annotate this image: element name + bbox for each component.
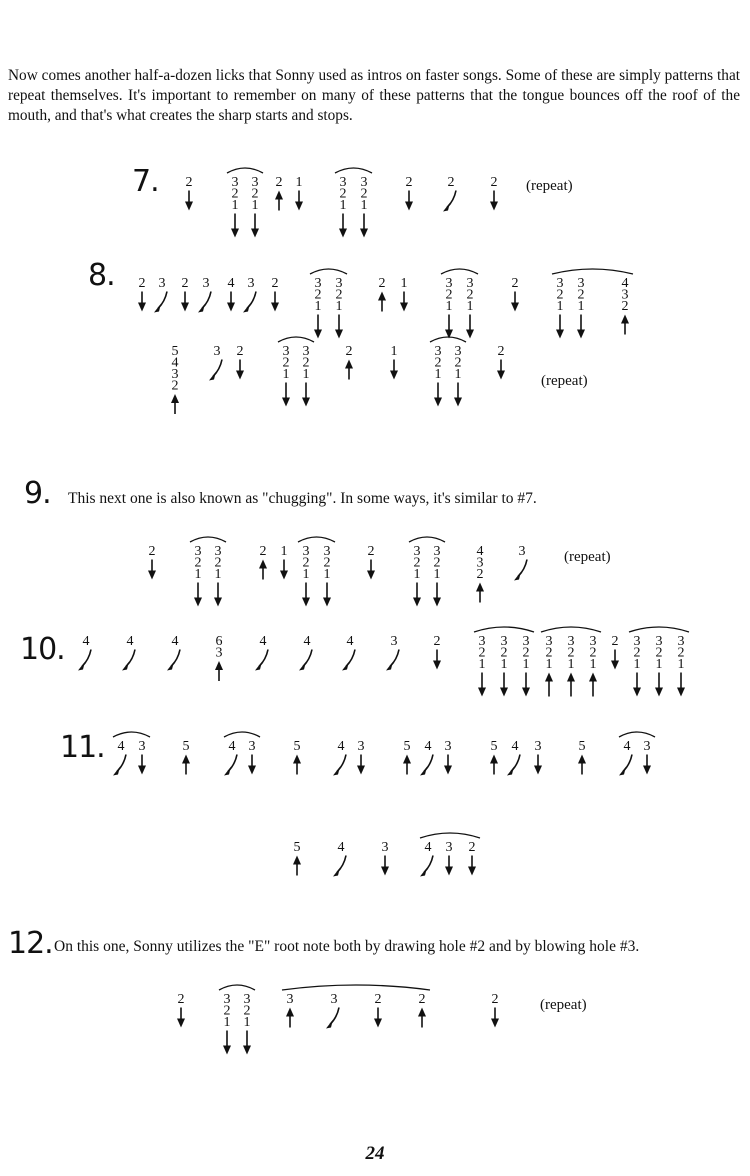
tab-row-2-note-16-hole-digit: 1 bbox=[577, 299, 585, 314]
tab-row-7-note-3-hole-digit: 3 bbox=[381, 840, 389, 855]
tab-row-6-note-4-bend-arrow-head bbox=[224, 767, 231, 776]
tab-row-4-note-11-hole-digit: 4 bbox=[476, 544, 484, 559]
tab-row-7-note-5-hole-digit: 3 bbox=[445, 840, 453, 855]
tab-row-4-note-2-hole-digit: 2 bbox=[194, 555, 202, 571]
tab-row-6-note-7-bend-arrow-head bbox=[333, 767, 340, 776]
tab-row-1-note-10-draw-arrow-head bbox=[490, 202, 498, 211]
tab-row-5-note-8-bend-arrow-head bbox=[386, 662, 393, 671]
tab-row-1-note-2-hole-digit: 2 bbox=[231, 186, 239, 202]
repeat-label-lick-7: (repeat) bbox=[526, 178, 573, 194]
tab-row-2-note-8-hole-digit: 3 bbox=[314, 276, 322, 291]
tab-row-2-note-2-hole-digit: 3 bbox=[158, 276, 166, 291]
tab-row-5-note-19-hole-digit: 1 bbox=[677, 657, 685, 672]
tab-row-5-note-12-draw-arrow-head bbox=[522, 688, 530, 697]
tab-row-6-note-13-bend-arrow-head bbox=[507, 767, 514, 776]
tab-row-2-note-12-hole-digit: 1 bbox=[445, 299, 453, 314]
tab-row-1-note-1-draw-arrow-head bbox=[185, 202, 193, 211]
tab-row-4-note-11-hole-digit: 2 bbox=[476, 567, 484, 582]
tab-row-4-note-6-draw-arrow-head bbox=[302, 598, 310, 607]
tab-row-1-note-2-draw-arrow-head bbox=[231, 229, 239, 238]
tab-row-3-note-4-hole-digit: 1 bbox=[282, 367, 290, 382]
tab-row-5-note-10-hole-digit: 3 bbox=[478, 634, 486, 649]
tie-slur-11 bbox=[474, 627, 534, 632]
tab-row-5-note-19-draw-arrow-head bbox=[677, 688, 685, 697]
tab-row-4-note-4-hole-digit: 2 bbox=[259, 544, 267, 559]
tab-row-3-note-1-hole-digit: 4 bbox=[171, 355, 179, 371]
tab-row-1-note-9-bend-arrow-head bbox=[443, 203, 450, 212]
tab-row-4-note-8-draw-arrow-head bbox=[367, 571, 375, 580]
tab-row-6-note-15-hole-digit: 5 bbox=[578, 739, 586, 754]
tab-row-6-note-14-draw-arrow-head bbox=[534, 766, 542, 775]
tab-row-4-note-6-hole-digit: 3 bbox=[302, 544, 310, 559]
tab-row-5-note-17-hole-digit: 2 bbox=[633, 645, 641, 661]
tab-row-2-note-6-hole-digit: 3 bbox=[247, 276, 255, 291]
tab-row-6-note-8-hole-digit: 3 bbox=[357, 739, 365, 754]
tab-row-2-note-17-hole-digit: 3 bbox=[621, 287, 629, 303]
tab-row-4-note-10-hole-digit: 2 bbox=[433, 555, 441, 571]
tab-row-2-note-14-draw-arrow-head bbox=[511, 303, 519, 312]
tab-row-6-note-14-hole-digit: 3 bbox=[534, 739, 542, 754]
tie-slur-10 bbox=[409, 537, 445, 542]
tab-row-6-note-16-hole-digit: 4 bbox=[623, 739, 631, 754]
tab-row-8-note-3-draw-arrow-head bbox=[243, 1046, 251, 1055]
tie-slur-13 bbox=[629, 627, 689, 632]
tab-row-5-note-18-hole-digit: 3 bbox=[655, 634, 663, 649]
tab-row-4-note-10-hole-digit: 1 bbox=[433, 567, 441, 582]
tab-row-2-note-8-hole-digit: 1 bbox=[314, 299, 322, 314]
tab-row-1-note-9-hole-digit: 2 bbox=[447, 175, 455, 190]
tab-row-5-note-10-hole-digit: 1 bbox=[478, 657, 486, 672]
tab-row-4-note-10-hole-digit: 3 bbox=[433, 544, 441, 559]
tab-row-3-note-9-hole-digit: 3 bbox=[454, 344, 462, 359]
tab-row-1-note-7-draw-arrow-head bbox=[360, 229, 368, 238]
tab-row-4-note-7-hole-digit: 1 bbox=[323, 567, 331, 582]
tab-row-5-note-4-hole-digit: 6 bbox=[215, 634, 223, 649]
tab-row-5-note-2-bend-arrow-head bbox=[122, 662, 129, 671]
tab-row-5-note-16-draw-arrow-head bbox=[611, 661, 619, 670]
tab-row-5-note-6-bend-arrow-head bbox=[299, 662, 306, 671]
tab-row-3-note-2-bend-arrow-head bbox=[209, 372, 216, 381]
tab-row-5-note-17-hole-digit: 3 bbox=[633, 634, 641, 649]
lick-9-number: 9. bbox=[24, 476, 51, 511]
repeat-label-lick-8: (repeat) bbox=[541, 373, 588, 389]
tab-row-6-note-1-hole-digit: 4 bbox=[117, 739, 125, 754]
tab-row-2-note-13-hole-digit: 2 bbox=[466, 287, 474, 303]
tab-row-6-note-13-hole-digit: 4 bbox=[511, 739, 519, 754]
tab-row-4-note-10-draw-arrow-head bbox=[433, 598, 441, 607]
tab-row-2-note-14-hole-digit: 2 bbox=[511, 276, 519, 291]
tab-row-3-note-10-hole-digit: 2 bbox=[497, 344, 505, 359]
tab-row-3-note-10-draw-arrow-head bbox=[497, 371, 505, 380]
tab-row-8-note-2-hole-digit: 3 bbox=[223, 992, 231, 1007]
tab-row-4-note-9-hole-digit: 3 bbox=[413, 544, 421, 559]
tab-row-3-note-1-hole-digit: 2 bbox=[171, 378, 179, 394]
tab-row-7-note-5-draw-arrow-head bbox=[445, 867, 453, 876]
tab-row-4-note-9-draw-arrow-head bbox=[413, 598, 421, 607]
tie-slur-14 bbox=[113, 732, 150, 737]
tab-row-7-note-1-hole-digit: 5 bbox=[293, 840, 301, 855]
lick-9-description: This next one is also known as "chugging". In some ways, it's similar to #7. bbox=[68, 490, 537, 507]
tab-row-2-note-13-hole-digit: 3 bbox=[466, 276, 474, 291]
tab-row-3-note-6-hole-digit: 2 bbox=[345, 344, 353, 359]
tab-row-5-note-18-hole-digit: 2 bbox=[655, 645, 663, 661]
tab-row-1-note-8-draw-arrow-head bbox=[405, 202, 413, 211]
tab-row-2-note-15-hole-digit: 2 bbox=[556, 287, 564, 303]
tab-row-2-note-8-hole-digit: 2 bbox=[314, 287, 322, 303]
tab-row-3-note-5-hole-digit: 3 bbox=[302, 344, 310, 359]
tab-row-2-note-12-hole-digit: 3 bbox=[445, 276, 453, 291]
tie-slur-4 bbox=[441, 269, 478, 274]
tab-row-6-note-1-bend-arrow-head bbox=[113, 767, 120, 776]
tab-row-2-note-13-draw-arrow-head bbox=[466, 330, 474, 339]
tab-row-6-note-9-hole-digit: 5 bbox=[403, 739, 411, 754]
tab-row-5-note-10-draw-arrow-head bbox=[478, 688, 486, 697]
tab-row-8-note-6-hole-digit: 2 bbox=[374, 992, 382, 1007]
tab-row-5-note-12-hole-digit: 1 bbox=[522, 657, 530, 672]
tab-row-2-note-11-draw-arrow-head bbox=[400, 303, 408, 312]
tab-row-1-note-6-hole-digit: 1 bbox=[339, 198, 347, 213]
tab-row-6-note-4-hole-digit: 4 bbox=[228, 739, 236, 754]
tab-row-5-note-16-hole-digit: 2 bbox=[611, 634, 619, 649]
tab-row-2-note-7-hole-digit: 2 bbox=[271, 276, 279, 291]
tab-row-1-note-7-hole-digit: 1 bbox=[360, 198, 368, 213]
tab-row-6-note-5-hole-digit: 3 bbox=[248, 739, 256, 754]
tab-row-5-note-15-hole-digit: 1 bbox=[589, 657, 597, 672]
tab-row-5-note-12-hole-digit: 2 bbox=[522, 645, 530, 661]
tab-row-4-note-11-hole-digit: 3 bbox=[476, 555, 484, 571]
page-number: 24 bbox=[365, 1143, 385, 1164]
tab-row-7-note-6-hole-digit: 2 bbox=[468, 840, 476, 855]
tab-row-8-note-8-hole-digit: 2 bbox=[491, 992, 499, 1007]
tab-row-2-note-6-bend-arrow-head bbox=[243, 304, 250, 313]
tab-row-5-note-13-hole-digit: 2 bbox=[545, 645, 553, 661]
tab-row-4-note-6-hole-digit: 1 bbox=[302, 567, 310, 582]
tab-row-3-note-8-draw-arrow-head bbox=[434, 398, 442, 407]
tab-row-3-note-1-hole-digit: 3 bbox=[171, 367, 179, 382]
tab-row-4-note-7-draw-arrow-head bbox=[323, 598, 331, 607]
tab-row-2-note-17-hole-digit: 2 bbox=[621, 299, 629, 314]
tab-row-1-note-8-hole-digit: 2 bbox=[405, 175, 413, 190]
tab-row-5-note-5-bend-arrow-head bbox=[255, 662, 262, 671]
tab-row-4-note-3-hole-digit: 1 bbox=[214, 567, 222, 582]
tab-row-2-note-11-hole-digit: 1 bbox=[400, 276, 408, 291]
tab-row-2-note-13-hole-digit: 1 bbox=[466, 299, 474, 314]
tab-row-5-note-13-hole-digit: 3 bbox=[545, 634, 553, 649]
tab-row-1-note-3-hole-digit: 1 bbox=[251, 198, 259, 213]
tab-row-6-note-10-bend-arrow-head bbox=[420, 767, 427, 776]
tab-row-5-note-11-draw-arrow-head bbox=[500, 688, 508, 697]
tie-slur-5 bbox=[552, 269, 633, 274]
tab-row-4-note-1-hole-digit: 2 bbox=[148, 544, 156, 559]
tab-row-5-note-14-hole-digit: 1 bbox=[567, 657, 575, 672]
tab-row-5-note-11-hole-digit: 1 bbox=[500, 657, 508, 672]
tie-slur-6 bbox=[278, 337, 314, 342]
tab-row-8-note-8-draw-arrow-head bbox=[491, 1019, 499, 1028]
tab-row-6-note-3-hole-digit: 5 bbox=[182, 739, 190, 754]
tab-row-3-note-4-hole-digit: 3 bbox=[282, 344, 290, 359]
tab-row-3-note-9-hole-digit: 1 bbox=[454, 367, 462, 382]
tab-row-4-note-3-hole-digit: 2 bbox=[214, 555, 222, 571]
tab-row-6-note-8-draw-arrow-head bbox=[357, 766, 365, 775]
tab-row-3-note-9-draw-arrow-head bbox=[454, 398, 462, 407]
tab-row-3-note-3-draw-arrow-head bbox=[236, 371, 244, 380]
tab-row-5-note-14-hole-digit: 3 bbox=[567, 634, 575, 649]
tie-slur-17 bbox=[420, 833, 480, 838]
tab-row-2-note-16-draw-arrow-head bbox=[577, 330, 585, 339]
tab-row-3-note-4-hole-digit: 2 bbox=[282, 355, 290, 371]
tab-row-6-note-10-hole-digit: 4 bbox=[424, 739, 432, 754]
tab-row-2-note-2-bend-arrow-head bbox=[154, 304, 161, 313]
tab-row-2-note-15-draw-arrow-head bbox=[556, 330, 564, 339]
tab-row-1-note-6-hole-digit: 3 bbox=[339, 175, 347, 190]
tab-row-6-note-7-hole-digit: 4 bbox=[337, 739, 345, 754]
tab-row-1-note-3-hole-digit: 3 bbox=[251, 175, 259, 190]
tab-row-5-note-7-hole-digit: 4 bbox=[346, 634, 354, 649]
tab-row-2-note-7-draw-arrow-head bbox=[271, 303, 279, 312]
tab-row-8-note-1-draw-arrow-head bbox=[177, 1019, 185, 1028]
tab-row-1-note-2-hole-digit: 1 bbox=[231, 198, 239, 213]
tab-row-4-note-9-hole-digit: 1 bbox=[413, 567, 421, 582]
tab-row-4-note-2-hole-digit: 1 bbox=[194, 567, 202, 582]
tab-row-1-note-4-hole-digit: 2 bbox=[275, 175, 283, 190]
tab-row-6-note-12-hole-digit: 5 bbox=[490, 739, 498, 754]
tab-row-4-note-12-bend-arrow-head bbox=[514, 572, 521, 581]
tab-row-5-note-3-bend-arrow-head bbox=[167, 662, 174, 671]
tab-row-2-note-3-hole-digit: 2 bbox=[181, 276, 189, 291]
tab-row-1-note-3-draw-arrow-head bbox=[251, 229, 259, 238]
tab-row-2-note-10-hole-digit: 2 bbox=[378, 276, 386, 291]
tab-row-2-note-5-hole-digit: 4 bbox=[227, 276, 235, 291]
tab-row-2-note-16-hole-digit: 2 bbox=[577, 287, 585, 303]
tab-row-7-note-4-hole-digit: 4 bbox=[424, 840, 432, 855]
tab-row-2-note-3-draw-arrow-head bbox=[181, 303, 189, 312]
tab-row-5-note-1-hole-digit: 4 bbox=[82, 634, 90, 649]
tab-row-7-note-2-bend-arrow-head bbox=[333, 868, 340, 877]
tab-row-8-note-3-hole-digit: 2 bbox=[243, 1003, 251, 1019]
tab-row-8-note-4-hole-digit: 3 bbox=[286, 992, 294, 1007]
tab-row-2-note-15-hole-digit: 1 bbox=[556, 299, 564, 314]
tie-slur-18 bbox=[219, 985, 255, 990]
tab-row-2-note-17-hole-digit: 4 bbox=[621, 276, 629, 291]
tab-row-4-note-3-hole-digit: 3 bbox=[214, 544, 222, 559]
tab-row-5-note-8-hole-digit: 3 bbox=[390, 634, 398, 649]
tab-row-5-note-14-hole-digit: 2 bbox=[567, 645, 575, 661]
tab-row-3-note-4-draw-arrow-head bbox=[282, 398, 290, 407]
tie-slur-15 bbox=[224, 732, 260, 737]
tab-row-6-note-11-draw-arrow-head bbox=[444, 766, 452, 775]
tab-row-5-note-18-hole-digit: 1 bbox=[655, 657, 663, 672]
tab-row-2-note-9-hole-digit: 1 bbox=[335, 299, 343, 314]
tab-row-2-note-12-hole-digit: 2 bbox=[445, 287, 453, 303]
tab-row-3-note-8-hole-digit: 1 bbox=[434, 367, 442, 382]
tab-row-1-note-5-draw-arrow-head bbox=[295, 202, 303, 211]
tab-row-4-note-8-hole-digit: 2 bbox=[367, 544, 375, 559]
tab-row-1-note-2-hole-digit: 3 bbox=[231, 175, 239, 190]
tab-row-3-note-7-draw-arrow-head bbox=[390, 371, 398, 380]
tab-row-5-note-10-hole-digit: 2 bbox=[478, 645, 486, 661]
tab-row-4-note-5-hole-digit: 1 bbox=[280, 544, 288, 559]
tab-row-5-note-6-hole-digit: 4 bbox=[303, 634, 311, 649]
tab-row-4-note-3-draw-arrow-head bbox=[214, 598, 222, 607]
tab-row-2-note-9-draw-arrow-head bbox=[335, 330, 343, 339]
tie-slur-9 bbox=[298, 537, 335, 542]
tab-row-6-note-2-hole-digit: 3 bbox=[138, 739, 146, 754]
tab-row-5-note-11-hole-digit: 3 bbox=[500, 634, 508, 649]
lick-7-number: 7. bbox=[132, 164, 159, 199]
tab-row-3-note-5-hole-digit: 1 bbox=[302, 367, 310, 382]
tab-row-3-note-8-hole-digit: 2 bbox=[434, 355, 442, 371]
tab-row-8-note-2-hole-digit: 2 bbox=[223, 1003, 231, 1019]
tab-row-1-note-10-hole-digit: 2 bbox=[490, 175, 498, 190]
tab-row-5-note-5-hole-digit: 4 bbox=[259, 634, 267, 649]
tab-row-3-note-5-hole-digit: 2 bbox=[302, 355, 310, 371]
tab-row-1-note-7-hole-digit: 3 bbox=[360, 175, 368, 190]
tab-row-8-note-3-hole-digit: 3 bbox=[243, 992, 251, 1007]
tie-slur-1 bbox=[227, 168, 263, 173]
tab-row-4-note-1-draw-arrow-head bbox=[148, 571, 156, 580]
tab-row-5-note-1-bend-arrow-head bbox=[78, 662, 85, 671]
tab-row-6-note-2-draw-arrow-head bbox=[138, 766, 146, 775]
tab-row-2-note-16-hole-digit: 3 bbox=[577, 276, 585, 291]
tab-row-6-note-11-hole-digit: 3 bbox=[444, 739, 452, 754]
tab-row-6-note-17-draw-arrow-head bbox=[643, 766, 651, 775]
tab-row-8-note-5-hole-digit: 3 bbox=[330, 992, 338, 1007]
tab-row-5-note-2-hole-digit: 4 bbox=[126, 634, 134, 649]
tab-row-8-note-1-hole-digit: 2 bbox=[177, 992, 185, 1007]
lick-12-number: 12. bbox=[8, 926, 53, 961]
tab-row-8-note-2-draw-arrow-head bbox=[223, 1046, 231, 1055]
tab-row-1-note-5-hole-digit: 1 bbox=[295, 175, 303, 190]
lick-12-description: On this one, Sonny utilizes the "E" root note both by drawing hole #2 and by blowing hole #3. bbox=[54, 938, 640, 955]
tab-row-4-note-6-hole-digit: 2 bbox=[302, 555, 310, 571]
tab-row-5-note-17-hole-digit: 1 bbox=[633, 657, 641, 672]
tab-row-2-note-8-draw-arrow-head bbox=[314, 330, 322, 339]
tab-row-1-note-3-hole-digit: 2 bbox=[251, 186, 259, 202]
tab-row-6-note-6-hole-digit: 5 bbox=[293, 739, 301, 754]
tab-row-4-note-2-draw-arrow-head bbox=[194, 598, 202, 607]
tab-row-3-note-1-hole-digit: 5 bbox=[171, 344, 179, 359]
tab-row-5-note-15-hole-digit: 2 bbox=[589, 645, 597, 661]
tab-row-3-note-2-hole-digit: 3 bbox=[213, 344, 221, 359]
repeat-label-lick-9: (repeat) bbox=[564, 549, 611, 565]
tab-row-4-note-5-draw-arrow-head bbox=[280, 571, 288, 580]
tab-row-5-note-17-draw-arrow-head bbox=[633, 688, 641, 697]
tab-row-2-note-5-draw-arrow-head bbox=[227, 303, 235, 312]
tab-row-4-note-2-hole-digit: 3 bbox=[194, 544, 202, 559]
tab-row-7-note-6-draw-arrow-head bbox=[468, 867, 476, 876]
lick-10-number: 10. bbox=[20, 632, 65, 667]
repeat-label-lick-12: (repeat) bbox=[540, 997, 587, 1013]
tab-row-3-note-3-hole-digit: 2 bbox=[236, 344, 244, 359]
tab-row-5-note-11-hole-digit: 2 bbox=[500, 645, 508, 661]
tab-row-2-note-1-hole-digit: 2 bbox=[138, 276, 146, 291]
tie-slur-16 bbox=[619, 732, 655, 737]
tab-row-5-note-9-draw-arrow-head bbox=[433, 661, 441, 670]
tab-row-1-note-6-draw-arrow-head bbox=[339, 229, 347, 238]
tab-row-6-note-16-bend-arrow-head bbox=[619, 767, 626, 776]
tab-row-3-note-7-hole-digit: 1 bbox=[390, 344, 398, 359]
tab-row-4-note-12-hole-digit: 3 bbox=[518, 544, 526, 559]
tab-row-3-note-9-hole-digit: 2 bbox=[454, 355, 462, 371]
tab-row-8-note-3-hole-digit: 1 bbox=[243, 1015, 251, 1030]
tab-row-7-note-4-bend-arrow-head bbox=[420, 868, 427, 877]
lick-11-number: 11. bbox=[60, 730, 105, 765]
tie-slur-8 bbox=[190, 537, 226, 542]
tab-row-1-note-7-hole-digit: 2 bbox=[360, 186, 368, 202]
tie-slur-3 bbox=[310, 269, 347, 274]
tab-row-2-note-9-hole-digit: 2 bbox=[335, 287, 343, 303]
tab-row-6-note-17-hole-digit: 3 bbox=[643, 739, 651, 754]
tab-row-1-note-6-hole-digit: 2 bbox=[339, 186, 347, 202]
tab-row-2-note-15-hole-digit: 3 bbox=[556, 276, 564, 291]
tab-row-5-note-13-hole-digit: 1 bbox=[545, 657, 553, 672]
tab-row-5-note-15-hole-digit: 3 bbox=[589, 634, 597, 649]
tie-slur-12 bbox=[541, 627, 601, 632]
tab-row-5-note-9-hole-digit: 2 bbox=[433, 634, 441, 649]
tab-row-2-note-1-draw-arrow-head bbox=[138, 303, 146, 312]
tab-row-8-note-7-hole-digit: 2 bbox=[418, 992, 426, 1007]
tab-row-2-note-9-hole-digit: 3 bbox=[335, 276, 343, 291]
intro-paragraph: Now comes another half-a-dozen licks that Sonny used as intros on faster songs. Some of these are simply patterns that repeat themselves. It's important to remember on many of these patterns that the tongue bounces off the roof of the mouth, and that's what creates the sharp starts and stops. bbox=[8, 67, 740, 124]
tab-row-7-note-3-draw-arrow-head bbox=[381, 867, 389, 876]
tab-row-2-note-4-hole-digit: 3 bbox=[202, 276, 210, 291]
tab-row-8-note-6-draw-arrow-head bbox=[374, 1019, 382, 1028]
tab-row-3-note-8-hole-digit: 3 bbox=[434, 344, 442, 359]
tab-row-3-note-5-draw-arrow-head bbox=[302, 398, 310, 407]
lick-8-number: 8. bbox=[88, 258, 115, 293]
tab-row-1-note-1-hole-digit: 2 bbox=[185, 175, 193, 190]
tie-slur-19 bbox=[282, 985, 430, 990]
tab-row-5-note-4-hole-digit: 3 bbox=[215, 645, 223, 661]
tab-row-5-note-12-hole-digit: 3 bbox=[522, 634, 530, 649]
tab-row-7-note-2-hole-digit: 4 bbox=[337, 840, 345, 855]
tab-row-4-note-7-hole-digit: 2 bbox=[323, 555, 331, 571]
tab-row-5-note-19-hole-digit: 3 bbox=[677, 634, 685, 649]
tab-row-8-note-5-bend-arrow-head bbox=[326, 1020, 333, 1029]
tab-row-5-note-19-hole-digit: 2 bbox=[677, 645, 685, 661]
tab-row-5-note-7-bend-arrow-head bbox=[342, 662, 349, 671]
tab-row-2-note-4-bend-arrow-head bbox=[198, 304, 205, 313]
tab-row-5-note-3-hole-digit: 4 bbox=[171, 634, 179, 649]
tie-slur-2 bbox=[335, 168, 372, 173]
tie-slur-7 bbox=[430, 337, 466, 342]
tab-row-6-note-5-draw-arrow-head bbox=[248, 766, 256, 775]
tab-row-8-note-2-hole-digit: 1 bbox=[223, 1015, 231, 1030]
tab-row-4-note-9-hole-digit: 2 bbox=[413, 555, 421, 571]
tab-row-5-note-18-draw-arrow-head bbox=[655, 688, 663, 697]
tab-row-4-note-7-hole-digit: 3 bbox=[323, 544, 331, 559]
